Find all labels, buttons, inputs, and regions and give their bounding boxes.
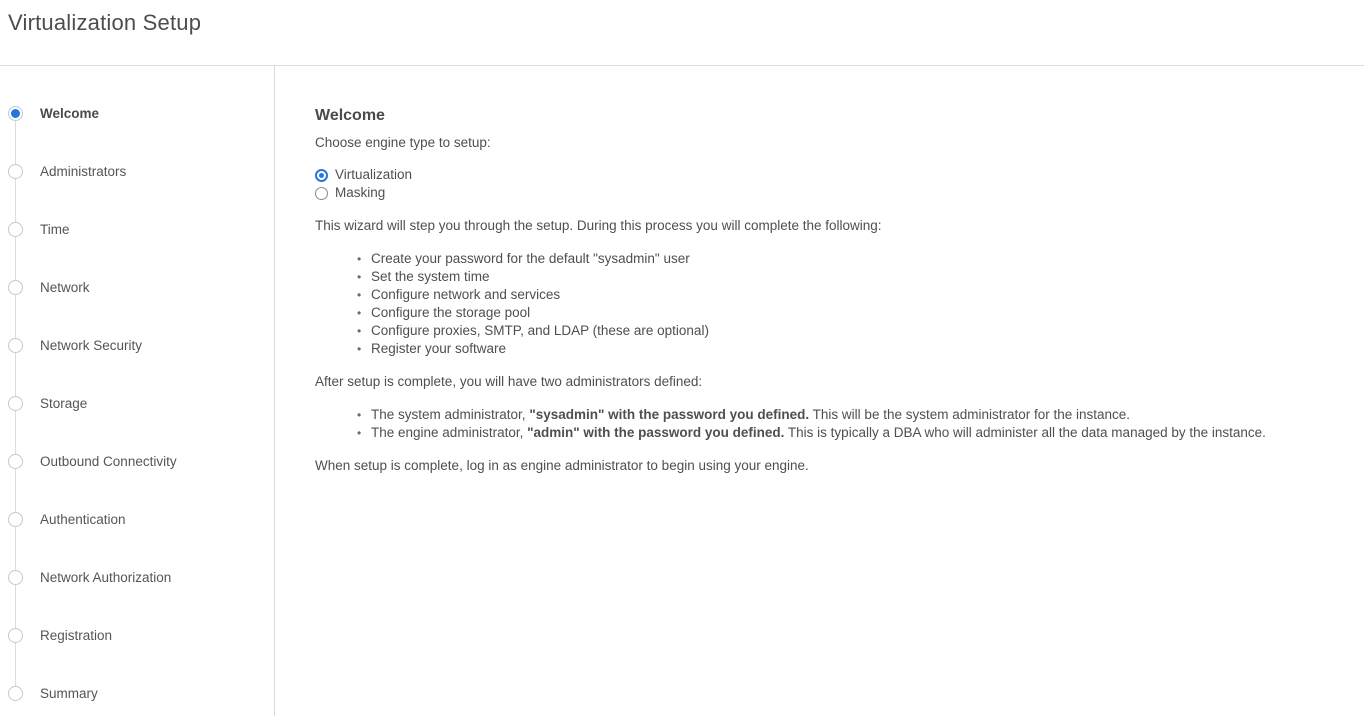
step-label: Administrators	[40, 163, 127, 179]
wizard-steps-sidebar	[0, 66, 275, 716]
step-radio-icon	[8, 454, 23, 469]
step-label: Network Security	[40, 337, 143, 353]
list-item: • Configure network and services	[357, 286, 1334, 304]
step-label: Summary	[40, 685, 98, 701]
setup-task-list	[315, 250, 1334, 358]
step-label: Network Authorization	[40, 569, 172, 585]
step-label: Authentication	[40, 511, 126, 527]
engine-option-masking[interactable]	[315, 184, 1334, 202]
engine-option-virtualization[interactable]	[315, 166, 1334, 184]
list-item	[357, 424, 1334, 442]
step-label: Registration	[40, 627, 113, 643]
sidebar-step-summary[interactable]	[0, 664, 274, 717]
step-radio-icon	[8, 686, 23, 701]
engine-type-radio-group	[315, 166, 1334, 202]
radio-label: Virtualization	[335, 167, 413, 182]
step-radio-icon	[8, 396, 23, 411]
sidebar-step-registration[interactable]	[0, 606, 274, 664]
step-content-panel	[275, 66, 1364, 716]
step-label: Outbound Connectivity	[40, 453, 177, 469]
sidebar-step-time[interactable]	[0, 200, 274, 258]
admin-text: This is typically a DBA who will administer all the data managed by the instance.	[784, 425, 1266, 440]
wizard-outro-text: When setup is complete, log in as engine administrator to begin using your engine.	[315, 458, 809, 473]
step-radio-icon	[8, 512, 23, 527]
sidebar-step-network-authorization[interactable]	[0, 548, 274, 606]
list-item	[357, 406, 1334, 424]
step-radio-icon	[8, 570, 23, 585]
list-item: • Create your password for the default "sysadmin" user	[357, 250, 1334, 268]
list-item: • Set the system time	[357, 268, 1334, 286]
sidebar-step-storage[interactable]	[0, 374, 274, 432]
list-item: • Register your software	[357, 340, 1334, 358]
sidebar-step-network-security[interactable]	[0, 316, 274, 374]
radio-unselected-icon[interactable]	[315, 187, 328, 200]
choose-engine-label: Choose engine type to setup:	[315, 135, 491, 150]
sidebar-step-administrators[interactable]	[0, 142, 274, 200]
radio-label: Masking	[335, 185, 386, 200]
admins-intro-text: After setup is complete, you will have two administrators defined:	[315, 374, 703, 389]
list-item: • Configure proxies, SMTP, and LDAP (these are optional)	[357, 322, 1334, 340]
wizard-intro-text: This wizard will step you through the setup. During this process you will complete the following:	[315, 218, 882, 233]
step-radio-icon	[8, 222, 23, 237]
step-radio-icon	[8, 106, 23, 121]
step-label: Storage	[40, 395, 88, 411]
admin-text: This will be the system administrator for the instance.	[809, 407, 1131, 422]
sidebar-step-authentication[interactable]	[0, 490, 274, 548]
step-radio-icon	[8, 338, 23, 353]
radio-selected-icon[interactable]	[315, 169, 328, 182]
step-label: Welcome	[40, 105, 100, 121]
step-radio-icon	[8, 280, 23, 295]
admin-text: The system administrator,	[371, 407, 530, 422]
step-label: Time	[40, 221, 70, 237]
wizard-header	[0, 0, 1364, 66]
admin-text: The engine administrator,	[371, 425, 528, 440]
admin-list	[315, 406, 1334, 442]
sidebar-step-outbound-connectivity[interactable]	[0, 432, 274, 490]
admin-text-bold: "admin" with the password you defined.	[527, 425, 785, 440]
step-heading: Welcome	[315, 107, 385, 124]
wizard-layout	[0, 66, 1364, 716]
sidebar-step-welcome[interactable]	[0, 84, 274, 142]
step-radio-icon	[8, 164, 23, 179]
admin-text-bold: "sysadmin" with the password you defined.	[529, 407, 810, 422]
sidebar-step-network[interactable]	[0, 258, 274, 316]
step-label: Network	[40, 279, 90, 295]
list-item: • Configure the storage pool	[357, 304, 1334, 322]
step-radio-icon	[8, 628, 23, 643]
page-title: Virtualization Setup	[8, 10, 202, 35]
